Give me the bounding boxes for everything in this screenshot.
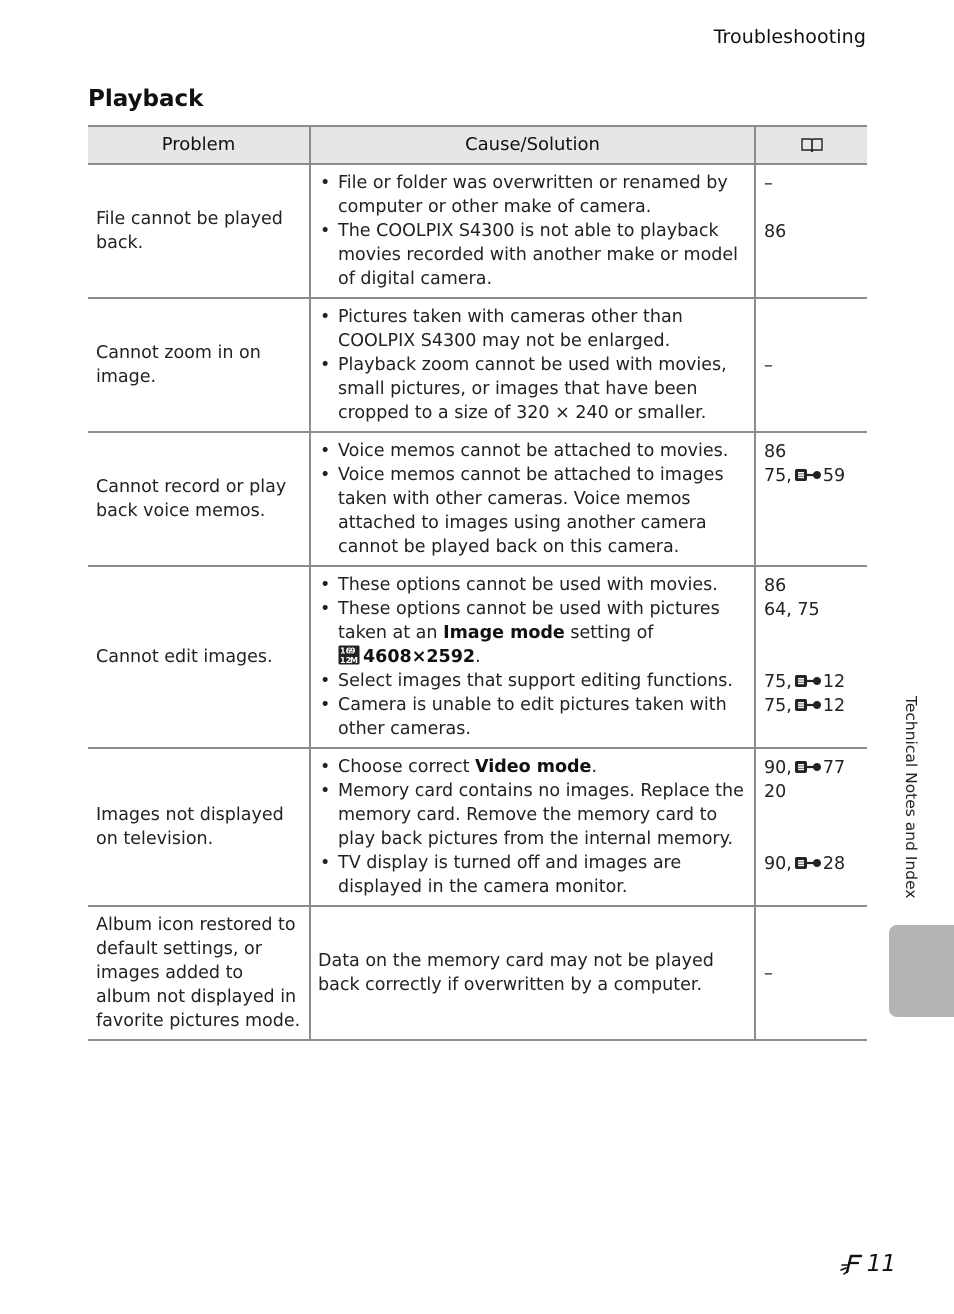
- cause-cell: [310, 432, 755, 566]
- page-ref: 20: [764, 782, 787, 802]
- page-ref: –: [764, 355, 773, 376]
- running-header: Troubleshooting: [713, 26, 866, 48]
- page-ref: [764, 670, 860, 694]
- cause-item: • Playback zoom cannot be used with movies, small pictures, or images that have been cropped to a size of 320 × 240 or smaller.: [318, 353, 746, 425]
- cause-item: • Camera is unable to edit pictures taken with other cameras.: [318, 693, 746, 741]
- cause-item: • These options cannot be used with pictures taken at an Image mode setting of 16 9 12 M 4608×2592.: [318, 597, 746, 669]
- cause-cell: Data on the memory card may not be played back correctly if overwritten by a computer.: [310, 906, 755, 1040]
- pages-cell: [755, 164, 867, 298]
- problem-cell: Cannot zoom in on image.: [88, 298, 310, 432]
- table-row: [88, 164, 867, 298]
- pages-cell: [755, 432, 867, 566]
- page-ref-number: 75,: [764, 672, 792, 692]
- svg-text:M: M: [350, 656, 358, 665]
- cause-item: • Voice memos cannot be attached to movies.: [318, 439, 746, 463]
- page-ref-number: 90,: [764, 854, 792, 874]
- e-reference-icon: [794, 698, 822, 712]
- page-ref: [764, 196, 860, 220]
- page-ref: 86: [764, 222, 787, 242]
- page-ref: 86: [764, 442, 787, 462]
- page-ref: –: [764, 963, 773, 984]
- table-row: [88, 432, 867, 566]
- cause-text: Choose correct: [338, 757, 470, 777]
- page-ref-number: 77: [822, 758, 846, 778]
- table-row: [88, 748, 867, 906]
- cause-item: • Select images that support editing functions.: [318, 669, 746, 693]
- problem-cell: Images not displayed on television.: [88, 748, 310, 906]
- cause-item: • Voice memos cannot be attached to images taken with other cameras. Voice memos attached to images using another camera cannot be played back on this camera.: [318, 463, 746, 559]
- page-ref-spacer: [764, 804, 860, 828]
- page-ref-spacer: [764, 622, 860, 646]
- image-size-value: 4608×2592: [363, 647, 476, 667]
- cause-cell: [310, 298, 755, 432]
- page-number: [838, 1250, 896, 1278]
- header-pages: [755, 126, 867, 164]
- problem-cell: File cannot be played back.: [88, 164, 310, 298]
- table-row: [88, 906, 867, 1040]
- cause-item: • Choose correct Video mode.: [318, 755, 746, 779]
- page-number-value: 11: [866, 1251, 896, 1277]
- table-row: [88, 298, 867, 432]
- page-ref-number: 59: [822, 466, 846, 486]
- table-header-row: [88, 126, 867, 164]
- cause-text: setting of: [570, 623, 654, 643]
- cause-cell: [310, 164, 755, 298]
- video-mode-label: Video mode: [475, 757, 592, 777]
- pages-cell: [755, 748, 867, 906]
- e-reference-icon: [794, 674, 822, 688]
- problem-cell: Cannot edit images.: [88, 566, 310, 748]
- side-section-tab: [889, 925, 954, 1017]
- page-ref: 86: [764, 576, 787, 596]
- svg-text:16: 16: [340, 646, 352, 656]
- header-cause-solution: Cause/Solution: [310, 126, 755, 164]
- page-ref-spacer: [764, 828, 860, 852]
- table-row: [88, 566, 867, 748]
- pages-cell: [755, 566, 867, 748]
- pages-cell: [755, 298, 867, 432]
- cause-item: • These options cannot be used with movies.: [318, 573, 746, 597]
- page-ref: [764, 756, 860, 780]
- page-ref: –: [764, 174, 773, 194]
- image-size-mode-icon: [338, 645, 360, 665]
- page-ref-number: 12: [822, 672, 846, 692]
- cause-item: • Memory card contains no images. Replace the memory card. Remove the memory card to play back pictures from the internal memory.: [318, 779, 746, 851]
- page-ref-number: 28: [822, 854, 846, 874]
- problem-cell: Cannot record or play back voice memos.: [88, 432, 310, 566]
- side-section-label: Technical Notes and Index: [902, 696, 920, 899]
- page-ref: [764, 852, 860, 876]
- book-icon: [800, 137, 824, 153]
- troubleshooting-f-icon: [838, 1250, 866, 1278]
- svg-text:12: 12: [340, 656, 352, 665]
- e-reference-icon: [794, 468, 822, 482]
- problem-cell: Album icon restored to default settings, or images added to album not displayed in favorite pictures mode.: [88, 906, 310, 1040]
- image-mode-label: Image mode: [443, 623, 565, 643]
- troubleshooting-table: [88, 125, 867, 1041]
- page-ref-number: 12: [822, 696, 846, 716]
- cause-item: • Pictures taken with cameras other than COOLPIX S4300 may not be enlarged.: [318, 305, 746, 353]
- page-ref-spacer: [764, 646, 860, 670]
- page-ref: [764, 694, 860, 718]
- cause-text: These options cannot be used with pictures taken at an: [338, 599, 720, 643]
- cause-item: • File or folder was overwritten or renamed by computer or other make of camera.: [318, 171, 746, 219]
- page-ref-number: 75,: [764, 696, 792, 716]
- section-title: Playback: [88, 86, 204, 112]
- svg-text:9: 9: [350, 646, 356, 656]
- page-ref: 64, 75: [764, 600, 820, 620]
- header-problem: Problem: [88, 126, 310, 164]
- page-ref-number: 90,: [764, 758, 792, 778]
- cause-cell: [310, 566, 755, 748]
- page-ref-number: 75,: [764, 466, 792, 486]
- e-reference-icon: [794, 760, 822, 774]
- pages-cell: [755, 906, 867, 1040]
- cause-item: • The COOLPIX S4300 is not able to playback movies recorded with another make or model of digital camera.: [318, 219, 746, 291]
- cause-cell: [310, 748, 755, 906]
- page-ref: [764, 464, 860, 488]
- e-reference-icon: [794, 856, 822, 870]
- cause-item: • TV display is turned off and images are displayed in the camera monitor.: [318, 851, 746, 899]
